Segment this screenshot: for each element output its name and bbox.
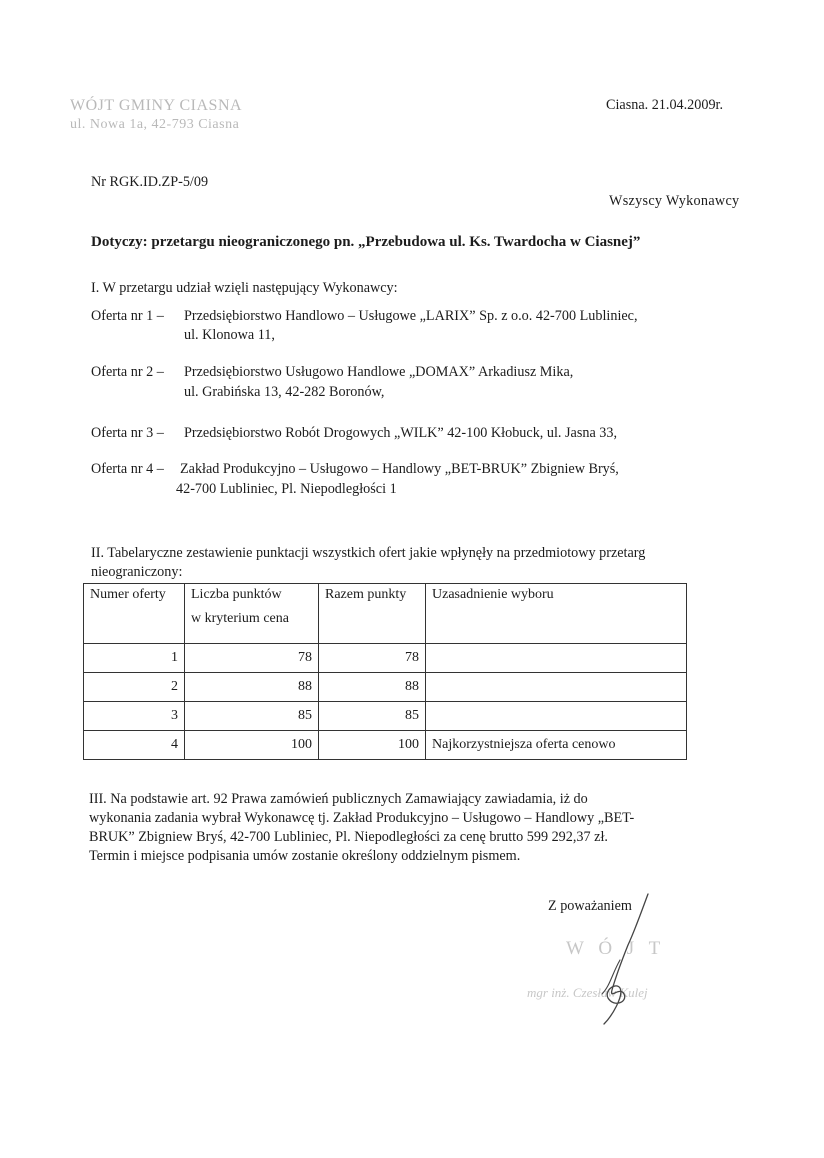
offer-2-label: Oferta nr 2 –	[91, 364, 164, 380]
offer-3-line1: Przedsiębiorstwo Robót Drogowych „WILK” 42-100 Kłobuck, ul. Jasna 33,	[184, 425, 618, 441]
offer-2-line1: Przedsiębiorstwo Usługowo Handlowe „DOMAX” Arkadiusz Mika,	[184, 364, 574, 380]
header-price-points-line1: Liczba punktów	[191, 587, 282, 602]
office-stamp-title: WÓJT GMINY CIASNA	[70, 97, 243, 114]
closing-salutation: Z poważaniem	[548, 898, 632, 914]
handwritten-signature	[590, 890, 660, 1030]
justification-cell	[426, 644, 687, 673]
signature-stamp-name: mgr inż. Czesław Kulej	[527, 985, 648, 1000]
table-row	[84, 702, 687, 731]
offer-number-cell: 2	[84, 673, 185, 702]
total-points-cell: 100	[319, 731, 426, 760]
offer-number-cell: 3	[84, 702, 185, 731]
section2-heading-line1: II. Tabelaryczne zestawienie punktacji wszystkich ofert jakie wpłynęły na przedmiotowy przetarg	[91, 545, 646, 561]
price-points-cell: 78	[185, 644, 319, 673]
section3-line3: BRUK” Zbigniew Bryś, 42-700 Lubliniec, Pl. Niepodległości za cenę brutto 599 292,37 zł.	[89, 829, 608, 845]
section1-heading: I. W przetargu udział wzięli następujący Wykonawcy:	[91, 280, 398, 296]
offer-4-line2: 42-700 Lubliniec, Pl. Niepodległości 1	[176, 481, 397, 497]
section3-line4: Termin i miejsce podpisania umów zostanie określony oddzielnym pismem.	[89, 848, 521, 864]
table-row	[84, 673, 687, 702]
price-points-cell: 88	[185, 673, 319, 702]
table-row	[84, 644, 687, 673]
offer-1-line2: ul. Klonowa 11,	[184, 327, 275, 343]
section2-heading-line2: nieograniczony:	[91, 564, 183, 580]
offer-number-cell: 1	[84, 644, 185, 673]
offer-1-line1: Przedsiębiorstwo Handlowo – Usługowe „LARIX” Sp. z o.o. 42-700 Lubliniec,	[184, 308, 638, 324]
total-points-cell: 88	[319, 673, 426, 702]
price-points-cell: 85	[185, 702, 319, 731]
justification-cell	[426, 702, 687, 731]
total-points-cell: 78	[319, 644, 426, 673]
section3-line1: III. Na podstawie art. 92 Prawa zamówień publicznych Zamawiający zawiadamia, iż do	[89, 791, 588, 807]
justification-cell	[426, 673, 687, 702]
offer-2-line2: ul. Grabińska 13, 42-282 Boronów,	[184, 384, 385, 400]
signature-stamp-title: W Ó J T	[566, 938, 666, 959]
offer-number-cell: 4	[84, 731, 185, 760]
recipient: Wszyscy Wykonawcy	[609, 193, 740, 209]
subject-line: Dotyczy: przetargu nieograniczonego pn. „Przebudowa ul. Ks. Twardocha w Ciasnej”	[91, 234, 641, 250]
price-points-cell: 100	[185, 731, 319, 760]
offer-1-label: Oferta nr 1 –	[91, 308, 164, 324]
table-row	[84, 731, 687, 760]
header-total-points: Razem punkty	[319, 584, 426, 644]
offer-3-label: Oferta nr 3 –	[91, 425, 164, 441]
header-justification: Uzasadnienie wyboru	[426, 584, 687, 644]
offer-4-label: Oferta nr 4 –	[91, 461, 164, 477]
points-table	[83, 583, 687, 760]
table-header-row	[84, 584, 687, 644]
total-points-cell: 85	[319, 702, 426, 731]
reference-number: Nr RGK.ID.ZP-5/09	[91, 174, 209, 190]
header-price-points	[185, 584, 319, 644]
offer-4-line1: Zakład Produkcyjno – Usługowo – Handlowy „BET-BRUK” Zbigniew Bryś,	[180, 461, 619, 477]
justification-cell: Najkorzystniejsza oferta cenowo	[426, 731, 687, 760]
header-offer-number: Numer oferty	[84, 584, 185, 644]
section3-line2: wykonania zadania wybrał Wykonawcę tj. Zakład Produkcyjno – Usługowo – Handlowy „BET-	[89, 810, 635, 826]
header-price-points-line2: w kryterium cena	[191, 611, 289, 626]
office-stamp-address: ul. Nowa 1a, 42-793 Ciasna	[70, 117, 240, 132]
date-place: Ciasna. 21.04.2009r.	[606, 97, 724, 113]
